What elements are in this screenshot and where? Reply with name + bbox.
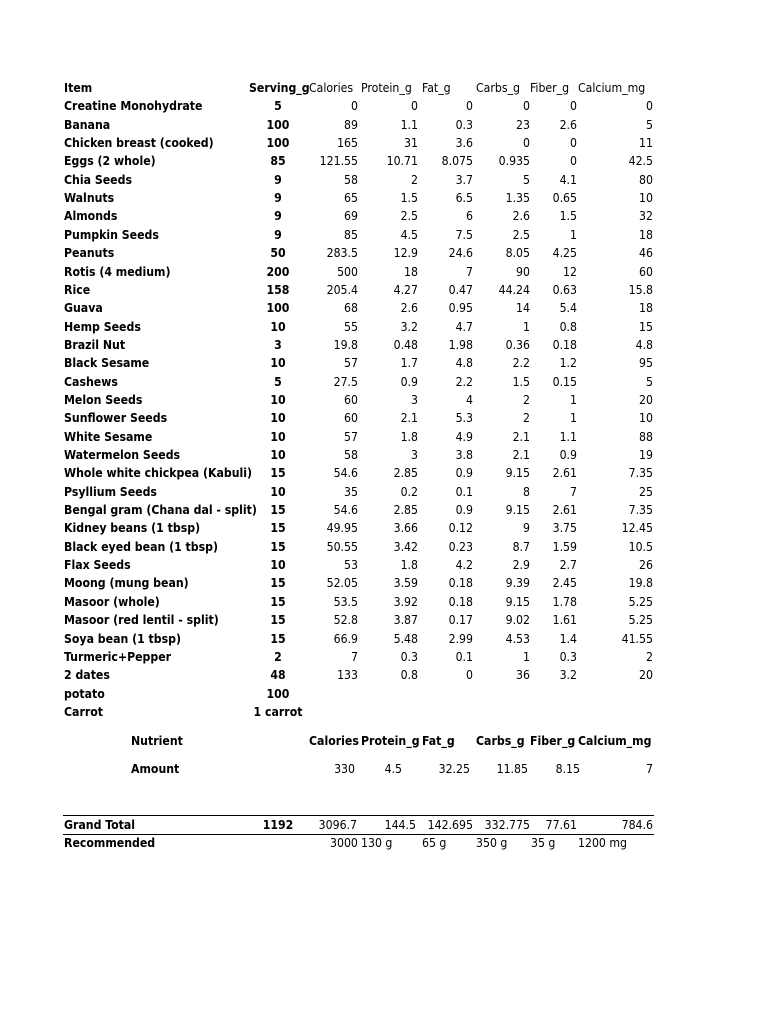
cell-calories[interactable]: 57 xyxy=(344,356,358,371)
cell-protein[interactable]: 3 xyxy=(411,448,418,462)
cell-serving[interactable]: 15 xyxy=(270,466,286,481)
cell-calories[interactable]: 35 xyxy=(344,484,358,499)
column-header-calories[interactable]: Calories xyxy=(309,81,354,95)
cell-fat[interactable]: 1.98 xyxy=(448,337,473,352)
cell-serving[interactable]: 1 carrot xyxy=(253,704,303,719)
cell-carbs[interactable]: 14 xyxy=(516,301,530,316)
cell-serving[interactable]: 15 xyxy=(270,521,286,536)
cell-serving[interactable]: 15 xyxy=(270,503,286,518)
cell-item[interactable]: Sunflower Seeds xyxy=(64,411,168,426)
column-header-fat[interactable]: Fat_g xyxy=(422,81,451,95)
nutrient-header-5[interactable]: Calcium_mg xyxy=(578,734,652,748)
cell-fiber[interactable]: 1.61 xyxy=(552,613,577,628)
cell-fiber[interactable]: 3.75 xyxy=(552,521,577,536)
nutrient-header-2[interactable]: Fat_g xyxy=(422,734,455,748)
cell-fat[interactable]: 2.2 xyxy=(455,374,473,389)
column-header-fiber[interactable]: Fiber_g xyxy=(530,81,570,95)
column-header-calcium[interactable]: Calcium_mg xyxy=(578,81,646,95)
cell-serving[interactable]: 15 xyxy=(270,613,286,628)
cell-serving[interactable]: 9 xyxy=(274,227,282,242)
cell-carbs[interactable]: 1.35 xyxy=(505,191,530,206)
cell-serving[interactable]: 10 xyxy=(270,356,286,371)
cell-calories[interactable]: 50.55 xyxy=(326,539,358,554)
cell-protein[interactable]: 2.1 xyxy=(400,411,418,426)
cell-fat[interactable]: 6.5 xyxy=(455,191,473,206)
cell-serving[interactable]: 50 xyxy=(270,246,286,261)
nutrient-header-3[interactable]: Carbs_g xyxy=(476,734,525,748)
cell-protein[interactable]: 3.66 xyxy=(393,521,418,536)
cell-fat[interactable]: 7.5 xyxy=(455,227,473,242)
cell-calcium[interactable]: 5.25 xyxy=(628,613,653,628)
cell-carbs[interactable]: 2.1 xyxy=(512,448,530,462)
cell-item[interactable]: Banana xyxy=(64,117,111,132)
cell-item[interactable]: Bengal gram (Chana dal - split) xyxy=(64,503,257,518)
cell-item[interactable]: Rice xyxy=(64,282,91,297)
cell-fat[interactable]: 8.075 xyxy=(441,154,473,169)
cell-carbs[interactable]: 9.15 xyxy=(505,594,530,609)
cell-calories[interactable]: 55 xyxy=(344,319,358,334)
cell-fiber[interactable]: 1.59 xyxy=(552,539,577,554)
cell-item[interactable]: 2 dates xyxy=(64,668,110,683)
nutrient-label[interactable]: Nutrient xyxy=(131,734,183,748)
cell-fat[interactable]: 0.3 xyxy=(455,117,473,132)
cell-serving[interactable]: 9 xyxy=(274,172,282,187)
nutrient-header-0[interactable]: Calories xyxy=(309,734,359,748)
recommended-value-0[interactable]: 3000 xyxy=(330,836,358,850)
cell-calories[interactable]: 60 xyxy=(344,392,358,407)
cell-carbs[interactable]: 1 xyxy=(523,649,530,664)
cell-calcium[interactable]: 12.45 xyxy=(621,521,653,536)
cell-item[interactable]: Peanuts xyxy=(64,246,115,261)
cell-serving[interactable]: 85 xyxy=(270,154,286,169)
cell-item[interactable]: Guava xyxy=(64,301,103,316)
cell-serving[interactable]: 15 xyxy=(270,594,286,609)
cell-fiber[interactable]: 1 xyxy=(570,392,577,407)
table-rule xyxy=(63,815,654,816)
cell-item[interactable]: Creatine Monohydrate xyxy=(64,99,203,114)
cell-calories[interactable]: 85 xyxy=(344,227,358,242)
cell-item[interactable]: Walnuts xyxy=(64,191,115,206)
cell-serving[interactable]: 10 xyxy=(270,319,286,334)
cell-serving[interactable]: 100 xyxy=(266,686,290,701)
cell-calcium[interactable]: 5 xyxy=(646,374,653,389)
cell-fat[interactable]: 24.6 xyxy=(448,246,473,261)
cell-fat[interactable]: 0.47 xyxy=(448,282,473,297)
cell-protein[interactable]: 31 xyxy=(404,136,418,151)
cell-calories[interactable]: 52.8 xyxy=(333,613,358,628)
cell-protein[interactable]: 2.85 xyxy=(393,503,418,518)
cell-fat[interactable]: 0.1 xyxy=(455,649,473,664)
cell-item[interactable]: Chia Seeds xyxy=(64,172,132,187)
cell-calcium[interactable]: 95 xyxy=(639,356,653,371)
cell-fat[interactable]: 4.2 xyxy=(455,558,473,573)
cell-protein[interactable]: 2.85 xyxy=(393,466,418,481)
cell-protein[interactable]: 1.8 xyxy=(400,429,418,444)
cell-protein[interactable]: 2 xyxy=(411,172,418,187)
cell-serving[interactable]: 10 xyxy=(270,429,286,444)
cell-carbs[interactable]: 44.24 xyxy=(498,282,530,297)
cell-fat[interactable]: 3.7 xyxy=(455,172,473,187)
cell-item[interactable]: Chicken breast (cooked) xyxy=(64,136,214,151)
cell-calcium[interactable]: 20 xyxy=(639,668,653,683)
cell-serving[interactable]: 10 xyxy=(270,411,286,426)
cell-fiber[interactable]: 0.3 xyxy=(559,649,577,664)
nutrient-amount-5[interactable]: 7 xyxy=(646,762,653,776)
cell-fat[interactable]: 0.9 xyxy=(455,466,473,481)
cell-calories[interactable]: 0 xyxy=(351,99,358,114)
column-header-serving[interactable]: Serving_g xyxy=(249,81,310,95)
cell-carbs[interactable]: 2.1 xyxy=(512,429,530,444)
cell-fiber[interactable]: 1.5 xyxy=(559,209,577,224)
cell-calcium[interactable]: 26 xyxy=(639,558,653,573)
cell-fiber[interactable]: 1.4 xyxy=(559,631,577,646)
cell-protein[interactable]: 1.5 xyxy=(400,191,418,206)
cell-carbs[interactable]: 0 xyxy=(523,99,530,114)
cell-calories[interactable]: 53 xyxy=(344,558,358,573)
cell-carbs[interactable]: 2.5 xyxy=(512,227,530,242)
cell-fiber[interactable]: 1.2 xyxy=(559,356,577,371)
cell-protein[interactable]: 18 xyxy=(404,264,418,279)
nutrient-amount-2[interactable]: 32.25 xyxy=(438,762,470,776)
cell-calories[interactable]: 60 xyxy=(344,411,358,426)
cell-calories[interactable]: 133 xyxy=(337,668,358,683)
cell-fiber[interactable]: 1 xyxy=(570,411,577,426)
cell-fiber[interactable]: 0 xyxy=(570,99,577,114)
cell-calories[interactable]: 89 xyxy=(344,117,358,132)
grand-total-value-2[interactable]: 142.695 xyxy=(427,818,473,832)
cell-calcium[interactable]: 32 xyxy=(639,209,653,224)
cell-serving[interactable]: 10 xyxy=(270,448,286,462)
cell-item[interactable]: Masoor (whole) xyxy=(64,594,160,609)
cell-serving[interactable]: 9 xyxy=(274,209,282,224)
cell-protein[interactable]: 0.2 xyxy=(400,484,418,499)
cell-calcium[interactable]: 19.8 xyxy=(628,576,653,591)
cell-fiber[interactable]: 12 xyxy=(563,264,577,279)
grand-total-label[interactable]: Grand Total xyxy=(64,818,136,832)
cell-fat[interactable]: 4 xyxy=(466,392,473,407)
amount-label[interactable]: Amount xyxy=(131,762,180,776)
cell-calcium[interactable]: 15 xyxy=(639,319,653,334)
cell-fat[interactable]: 0.23 xyxy=(448,539,473,554)
cell-serving[interactable]: 10 xyxy=(270,484,286,499)
cell-calories[interactable]: 283.5 xyxy=(326,246,358,261)
cell-protein[interactable]: 2.5 xyxy=(400,209,418,224)
cell-protein[interactable]: 0.9 xyxy=(400,374,418,389)
cell-calories[interactable]: 69 xyxy=(344,209,358,224)
cell-calories[interactable]: 66.9 xyxy=(333,631,358,646)
cell-fat[interactable]: 0.18 xyxy=(448,594,473,609)
cell-fat[interactable]: 4.7 xyxy=(455,319,473,334)
cell-carbs[interactable]: 9.39 xyxy=(505,576,530,591)
nutrient-amount-1[interactable]: 4.5 xyxy=(384,762,402,776)
cell-calories[interactable]: 19.8 xyxy=(333,337,358,352)
cell-protein[interactable]: 0.48 xyxy=(393,337,418,352)
cell-fiber[interactable]: 7 xyxy=(570,484,577,499)
cell-protein[interactable]: 3.2 xyxy=(400,319,418,334)
cell-protein[interactable]: 0 xyxy=(411,99,418,114)
cell-serving[interactable]: 100 xyxy=(266,117,290,132)
cell-item[interactable]: Moong (mung bean) xyxy=(64,576,189,591)
cell-protein[interactable]: 3.92 xyxy=(393,594,418,609)
cell-serving[interactable]: 15 xyxy=(270,576,286,591)
cell-carbs[interactable]: 9.15 xyxy=(505,503,530,518)
cell-protein[interactable]: 3.42 xyxy=(393,539,418,554)
cell-calories[interactable]: 49.95 xyxy=(326,521,358,536)
cell-serving[interactable]: 5 xyxy=(274,99,282,114)
cell-calcium[interactable]: 5.25 xyxy=(628,594,653,609)
cell-serving[interactable]: 9 xyxy=(274,191,282,206)
cell-carbs[interactable]: 9.02 xyxy=(505,613,530,628)
cell-serving[interactable]: 15 xyxy=(270,539,286,554)
cell-calories[interactable]: 54.6 xyxy=(333,503,358,518)
grand-total-value-3[interactable]: 332.775 xyxy=(484,818,530,832)
cell-item[interactable]: Kidney beans (1 tbsp) xyxy=(64,521,201,536)
cell-fat[interactable]: 0.12 xyxy=(448,521,473,536)
cell-carbs[interactable]: 9 xyxy=(523,521,530,536)
cell-protein[interactable]: 2.6 xyxy=(400,301,418,316)
cell-fat[interactable]: 4.8 xyxy=(455,356,473,371)
cell-fiber[interactable]: 0.9 xyxy=(559,448,577,462)
cell-calories[interactable]: 165 xyxy=(337,136,358,151)
cell-fiber[interactable]: 0 xyxy=(570,154,577,169)
cell-fiber[interactable]: 0 xyxy=(570,136,577,151)
cell-fiber[interactable]: 3.2 xyxy=(559,668,577,683)
cell-protein[interactable]: 0.3 xyxy=(400,649,418,664)
cell-fat[interactable]: 0 xyxy=(466,99,473,114)
grand-total-value-0[interactable]: 3096.7 xyxy=(318,818,357,832)
cell-protein[interactable]: 10.71 xyxy=(386,154,418,169)
cell-carbs[interactable]: 90 xyxy=(516,264,530,279)
cell-item[interactable]: Masoor (red lentil - split) xyxy=(64,613,219,628)
cell-item[interactable]: Melon Seeds xyxy=(64,392,143,407)
cell-item[interactable]: Whole white chickpea (Kabuli) xyxy=(64,466,253,481)
cell-fat[interactable]: 7 xyxy=(466,264,473,279)
cell-calcium[interactable]: 60 xyxy=(639,264,653,279)
cell-protein[interactable]: 4.5 xyxy=(400,227,418,242)
cell-serving[interactable]: 100 xyxy=(266,301,290,316)
recommended-value-1[interactable]: 130 g xyxy=(361,836,393,850)
cell-carbs[interactable]: 1.5 xyxy=(512,374,530,389)
cell-calories[interactable]: 121.55 xyxy=(319,154,358,169)
recommended-value-3[interactable]: 350 g xyxy=(476,836,508,850)
cell-serving[interactable]: 2 xyxy=(274,649,282,664)
nutrient-amount-3[interactable]: 11.85 xyxy=(496,762,528,776)
grand-total-serving[interactable]: 1192 xyxy=(262,818,294,832)
cell-carbs[interactable]: 8.05 xyxy=(505,246,530,261)
cell-fiber[interactable]: 0.15 xyxy=(552,374,577,389)
cell-calcium[interactable]: 41.55 xyxy=(621,631,653,646)
cell-calories[interactable]: 68 xyxy=(344,301,358,316)
cell-calories[interactable]: 27.5 xyxy=(333,374,358,389)
cell-fiber[interactable]: 1 xyxy=(570,227,577,242)
cell-carbs[interactable]: 23 xyxy=(516,117,530,132)
cell-carbs[interactable]: 2.6 xyxy=(512,209,530,224)
recommended-value-5[interactable]: 1200 mg xyxy=(578,836,628,850)
cell-protein[interactable]: 3.87 xyxy=(393,613,418,628)
column-header-item[interactable]: Item xyxy=(64,81,93,95)
cell-fat[interactable]: 0 xyxy=(466,668,473,683)
nutrient-amount-0[interactable]: 330 xyxy=(334,762,355,776)
cell-fiber[interactable]: 0.18 xyxy=(552,337,577,352)
recommended-value-4[interactable]: 35 g xyxy=(531,836,556,850)
cell-serving[interactable]: 200 xyxy=(266,264,290,279)
table-rule xyxy=(63,834,654,835)
cell-protein[interactable]: 3.59 xyxy=(393,576,418,591)
cell-fat[interactable]: 6 xyxy=(466,209,473,224)
column-header-protein[interactable]: Protein_g xyxy=(361,81,412,95)
cell-calories[interactable]: 500 xyxy=(337,264,358,279)
cell-fat[interactable]: 0.95 xyxy=(448,301,473,316)
cell-calcium[interactable]: 10.5 xyxy=(628,539,653,554)
cell-carbs[interactable]: 2 xyxy=(523,411,530,426)
cell-calcium[interactable]: 18 xyxy=(639,227,653,242)
grand-total-value-4[interactable]: 77.61 xyxy=(545,818,577,832)
cell-calcium[interactable]: 46 xyxy=(639,246,653,261)
cell-calories[interactable]: 54.6 xyxy=(333,466,358,481)
cell-carbs[interactable]: 9.15 xyxy=(505,466,530,481)
cell-calcium[interactable]: 11 xyxy=(639,136,653,151)
cell-calories[interactable]: 58 xyxy=(344,448,358,462)
cell-protein[interactable]: 12.9 xyxy=(393,246,418,261)
recommended-value-2[interactable]: 65 g xyxy=(422,836,447,850)
cell-calcium[interactable]: 20 xyxy=(639,392,653,407)
cell-protein[interactable]: 1.1 xyxy=(400,117,418,132)
cell-serving[interactable]: 5 xyxy=(274,374,282,389)
recommended-label[interactable]: Recommended xyxy=(64,836,156,850)
cell-calcium[interactable]: 10 xyxy=(639,411,653,426)
cell-fat[interactable]: 0.1 xyxy=(455,484,473,499)
column-header-carbs[interactable]: Carbs_g xyxy=(476,81,521,95)
cell-protein[interactable]: 1.7 xyxy=(400,356,418,371)
nutrient-amount-4[interactable]: 8.15 xyxy=(555,762,580,776)
cell-calcium[interactable]: 0 xyxy=(646,99,653,114)
cell-fiber[interactable]: 0.63 xyxy=(552,282,577,297)
cell-fat[interactable]: 0.9 xyxy=(455,503,473,518)
cell-item[interactable]: Eggs (2 whole) xyxy=(64,154,156,169)
cell-fiber[interactable]: 2.61 xyxy=(552,503,577,518)
cell-carbs[interactable]: 8.7 xyxy=(512,539,530,554)
cell-calcium[interactable]: 18 xyxy=(639,301,653,316)
cell-fiber[interactable]: 0.65 xyxy=(552,191,577,206)
cell-protein[interactable]: 0.8 xyxy=(400,668,418,683)
cell-item[interactable]: potato xyxy=(64,686,105,701)
cell-item[interactable]: Flax Seeds xyxy=(64,558,131,573)
cell-calcium[interactable]: 2 xyxy=(646,649,653,664)
cell-fiber[interactable]: 2.7 xyxy=(559,558,577,573)
cell-fat[interactable]: 4.9 xyxy=(455,429,473,444)
cell-fiber[interactable]: 2.6 xyxy=(559,117,577,132)
cell-carbs[interactable]: 2 xyxy=(523,392,530,407)
cell-protein[interactable]: 5.48 xyxy=(393,631,418,646)
cell-calories[interactable]: 205.4 xyxy=(326,282,358,297)
cell-carbs[interactable]: 8 xyxy=(523,484,530,499)
cell-fat[interactable]: 5.3 xyxy=(455,411,473,426)
cell-item[interactable]: Black eyed bean (1 tbsp) xyxy=(64,539,219,554)
cell-fat[interactable]: 2.99 xyxy=(448,631,473,646)
cell-fiber[interactable]: 0.8 xyxy=(559,319,577,334)
cell-item[interactable]: Cashews xyxy=(64,374,118,389)
cell-calcium[interactable]: 4.8 xyxy=(635,337,653,352)
cell-fiber[interactable]: 4.1 xyxy=(559,172,577,187)
cell-fat[interactable]: 3.6 xyxy=(455,136,473,151)
cell-carbs[interactable]: 0 xyxy=(523,136,530,151)
nutrient-header-4[interactable]: Fiber_g xyxy=(530,734,576,748)
cell-carbs[interactable]: 5 xyxy=(523,172,530,187)
cell-calories[interactable]: 7 xyxy=(351,649,358,664)
cell-item[interactable]: Almonds xyxy=(64,209,118,224)
cell-fat[interactable]: 3.8 xyxy=(455,448,473,462)
cell-calcium[interactable]: 88 xyxy=(639,429,653,444)
cell-fat[interactable]: 0.18 xyxy=(448,576,473,591)
cell-fiber[interactable]: 1.78 xyxy=(552,594,577,609)
nutrient-header-1[interactable]: Protein_g xyxy=(361,734,420,748)
cell-calories[interactable]: 53.5 xyxy=(333,594,358,609)
cell-item[interactable]: Turmeric+Pepper xyxy=(64,649,172,664)
cell-calcium[interactable]: 25 xyxy=(639,484,653,499)
cell-item[interactable]: Pumpkin Seeds xyxy=(64,227,159,242)
cell-serving[interactable]: 10 xyxy=(270,558,286,573)
cell-item[interactable]: Black Sesame xyxy=(64,356,150,371)
cell-serving[interactable]: 3 xyxy=(274,337,282,352)
cell-calories[interactable]: 58 xyxy=(344,172,358,187)
cell-carbs[interactable]: 0.36 xyxy=(505,337,530,352)
cell-protein[interactable]: 4.27 xyxy=(393,282,418,297)
cell-serving[interactable]: 100 xyxy=(266,136,290,151)
cell-fiber[interactable]: 5.4 xyxy=(559,301,577,316)
cell-carbs[interactable]: 2.9 xyxy=(512,558,530,573)
cell-fiber[interactable]: 4.25 xyxy=(552,246,577,261)
cell-fiber[interactable]: 2.45 xyxy=(552,576,577,591)
cell-calcium[interactable]: 15.8 xyxy=(628,282,653,297)
cell-fiber[interactable]: 2.61 xyxy=(552,466,577,481)
cell-item[interactable]: Rotis (4 medium) xyxy=(64,264,171,279)
cell-calories[interactable]: 57 xyxy=(344,429,358,444)
grand-total-value-5[interactable]: 784.6 xyxy=(621,818,653,832)
cell-item[interactable]: Brazil Nut xyxy=(64,337,126,352)
cell-item[interactable]: Watermelon Seeds xyxy=(64,448,181,462)
cell-calories[interactable]: 52.05 xyxy=(326,576,358,591)
cell-calories[interactable]: 65 xyxy=(344,191,358,206)
cell-item[interactable]: Hemp Seeds xyxy=(64,319,141,334)
cell-fat[interactable]: 0.17 xyxy=(448,613,473,628)
cell-calcium[interactable]: 19 xyxy=(639,448,653,462)
grand-total-value-1[interactable]: 144.5 xyxy=(384,818,416,832)
cell-serving[interactable]: 15 xyxy=(270,631,286,646)
cell-carbs[interactable]: 0.935 xyxy=(498,154,530,169)
cell-serving[interactable]: 158 xyxy=(266,282,290,297)
cell-fiber[interactable]: 1.1 xyxy=(559,429,577,444)
cell-carbs[interactable]: 4.53 xyxy=(505,631,530,646)
cell-serving[interactable]: 10 xyxy=(270,392,286,407)
cell-calcium[interactable]: 5 xyxy=(646,117,653,132)
cell-protein[interactable]: 1.8 xyxy=(400,558,418,573)
cell-calcium[interactable]: 7.35 xyxy=(628,503,653,518)
cell-carbs[interactable]: 1 xyxy=(523,319,530,334)
cell-protein[interactable]: 3 xyxy=(411,392,418,407)
cell-carbs[interactable]: 36 xyxy=(516,668,530,683)
cell-calcium[interactable]: 7.35 xyxy=(628,466,653,481)
cell-item[interactable]: White Sesame xyxy=(64,429,153,444)
cell-item[interactable]: Soya bean (1 tbsp) xyxy=(64,631,182,646)
cell-serving[interactable]: 48 xyxy=(270,668,286,683)
cell-calcium[interactable]: 42.5 xyxy=(628,154,653,169)
cell-carbs[interactable]: 2.2 xyxy=(512,356,530,371)
cell-item[interactable]: Carrot xyxy=(64,704,104,719)
cell-calcium[interactable]: 80 xyxy=(639,172,653,187)
cell-calcium[interactable]: 10 xyxy=(639,191,653,206)
cell-item[interactable]: Psyllium Seeds xyxy=(64,484,157,499)
